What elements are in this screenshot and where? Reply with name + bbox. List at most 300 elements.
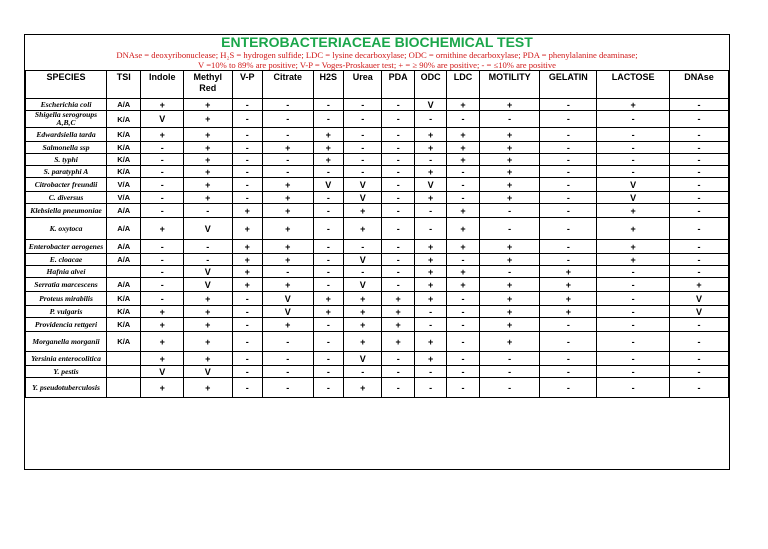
result-cell: -	[670, 128, 729, 142]
result-cell: -	[262, 352, 313, 366]
result-cell: +	[414, 278, 446, 292]
column-header: Indole	[141, 71, 184, 99]
result-cell: +	[597, 254, 670, 266]
result-cell	[107, 266, 141, 278]
species-cell: Escherichia coli	[26, 99, 107, 111]
result-cell: -	[382, 142, 414, 154]
result-cell: +	[344, 292, 382, 306]
legend-line-1: DNAse = deoxyribonuclease; H₂S = hydrogen sulfide; LDC = lysine decarboxylase; ODC = ornithine decarboxylase; PDA = phenylalanine deaminase;	[116, 50, 638, 60]
result-cell: +	[313, 128, 343, 142]
result-cell: -	[313, 111, 343, 128]
species-cell: Y. pseudotuberculosis	[26, 378, 107, 398]
column-header: V-P	[232, 71, 262, 99]
result-cell: A/A	[107, 99, 141, 111]
result-cell: -	[414, 218, 446, 240]
result-cell: -	[313, 278, 343, 292]
legend-line-2: V =10% to 89% are positive; V-P = Voges-Proskauer test; + = ≥ 90% are positive; - = ≤10% are positive	[198, 60, 556, 70]
result-cell: +	[262, 192, 313, 204]
result-cell: +	[344, 318, 382, 332]
result-cell: -	[670, 178, 729, 192]
result-cell: +	[479, 278, 540, 292]
result-cell: -	[414, 366, 446, 378]
result-cell: +	[479, 128, 540, 142]
result-cell: -	[313, 378, 343, 398]
result-cell: -	[597, 111, 670, 128]
result-cell: -	[670, 111, 729, 128]
result-cell: -	[670, 254, 729, 266]
result-cell: -	[313, 352, 343, 366]
result-cell: +	[141, 99, 184, 111]
result-cell: +	[262, 318, 313, 332]
result-cell: -	[670, 240, 729, 254]
result-cell: +	[184, 192, 233, 204]
result-cell: +	[447, 154, 479, 166]
result-cell: -	[540, 332, 597, 352]
result-cell: -	[447, 166, 479, 178]
result-cell: +	[447, 266, 479, 278]
result-cell: V	[344, 192, 382, 204]
species-cell: Providencia rettgeri	[26, 318, 107, 332]
result-cell: +	[313, 154, 343, 166]
table-row	[26, 218, 729, 240]
result-cell: -	[540, 240, 597, 254]
result-cell: -	[597, 378, 670, 398]
result-cell: +	[262, 254, 313, 266]
result-cell: -	[479, 204, 540, 218]
result-cell: +	[232, 266, 262, 278]
result-cell: -	[313, 204, 343, 218]
result-cell: +	[414, 128, 446, 142]
result-cell: -	[313, 332, 343, 352]
species-cell: Serratia marcescens	[26, 278, 107, 292]
result-cell: -	[670, 266, 729, 278]
table-row	[26, 254, 729, 266]
result-cell: +	[382, 306, 414, 318]
result-cell: -	[597, 142, 670, 154]
result-cell: +	[344, 218, 382, 240]
result-cell: -	[232, 306, 262, 318]
result-cell: -	[540, 166, 597, 178]
result-cell: +	[344, 306, 382, 318]
result-cell: V	[344, 254, 382, 266]
result-cell: +	[479, 178, 540, 192]
result-cell: +	[184, 306, 233, 318]
result-cell: -	[540, 99, 597, 111]
table-row	[26, 166, 729, 178]
result-cell: -	[597, 352, 670, 366]
result-cell: -	[447, 178, 479, 192]
result-cell: +	[382, 318, 414, 332]
result-cell: -	[382, 154, 414, 166]
result-cell: +	[479, 254, 540, 266]
species-cell: Enterobacter aerogenes	[26, 240, 107, 254]
result-cell: -	[313, 166, 343, 178]
result-cell: -	[597, 266, 670, 278]
result-cell: -	[232, 192, 262, 204]
result-cell: -	[447, 318, 479, 332]
result-cell: -	[597, 278, 670, 292]
result-cell: -	[382, 166, 414, 178]
result-cell: V	[414, 178, 446, 192]
result-cell: -	[184, 240, 233, 254]
result-cell: +	[670, 278, 729, 292]
result-cell: +	[540, 292, 597, 306]
result-cell: +	[184, 378, 233, 398]
result-cell: +	[414, 240, 446, 254]
result-cell: -	[540, 192, 597, 204]
result-cell: -	[670, 154, 729, 166]
table-row	[26, 378, 729, 398]
table-row	[26, 111, 729, 128]
result-cell: +	[479, 154, 540, 166]
result-cell: -	[382, 99, 414, 111]
result-cell: -	[382, 128, 414, 142]
result-cell: V	[184, 366, 233, 378]
result-cell: -	[540, 178, 597, 192]
result-cell: +	[447, 204, 479, 218]
result-cell: -	[141, 154, 184, 166]
result-cell: +	[414, 332, 446, 352]
result-cell: -	[447, 366, 479, 378]
result-cell: +	[262, 142, 313, 154]
result-cell: -	[141, 278, 184, 292]
result-cell: -	[141, 192, 184, 204]
result-cell: -	[479, 111, 540, 128]
result-cell: -	[344, 128, 382, 142]
result-cell: V	[344, 352, 382, 366]
table-row	[26, 128, 729, 142]
result-cell: -	[262, 332, 313, 352]
result-cell: V	[344, 278, 382, 292]
result-cell: -	[141, 166, 184, 178]
result-cell: -	[447, 292, 479, 306]
result-cell: -	[344, 111, 382, 128]
result-cell: +	[262, 204, 313, 218]
result-cell: -	[382, 254, 414, 266]
result-cell: -	[447, 192, 479, 204]
result-cell: +	[232, 218, 262, 240]
result-cell: -	[382, 240, 414, 254]
result-cell: +	[184, 292, 233, 306]
result-cell: -	[262, 154, 313, 166]
result-cell: V	[414, 99, 446, 111]
result-cell: -	[313, 254, 343, 266]
column-header: LACTOSE	[597, 71, 670, 99]
result-cell: -	[414, 378, 446, 398]
result-cell: +	[141, 352, 184, 366]
column-header: Urea	[344, 71, 382, 99]
result-cell: +	[479, 99, 540, 111]
column-header: MOTILITY	[479, 71, 540, 99]
result-cell: -	[597, 292, 670, 306]
result-cell: +	[184, 111, 233, 128]
column-header: LDC	[447, 71, 479, 99]
result-cell: -	[540, 218, 597, 240]
column-header: Methyl Red	[184, 71, 233, 99]
result-cell: +	[597, 218, 670, 240]
result-cell: +	[414, 192, 446, 204]
result-cell: -	[232, 166, 262, 178]
result-cell: +	[447, 278, 479, 292]
result-cell: -	[447, 254, 479, 266]
result-cell: -	[313, 266, 343, 278]
table-row	[26, 192, 729, 204]
result-cell: V	[344, 178, 382, 192]
result-cell: -	[232, 99, 262, 111]
result-cell: -	[540, 111, 597, 128]
result-cell: -	[479, 378, 540, 398]
table-row	[26, 240, 729, 254]
table-row	[26, 154, 729, 166]
result-cell: +	[141, 332, 184, 352]
result-cell: A/A	[107, 218, 141, 240]
species-cell: Yersinia enterocolitica	[26, 352, 107, 366]
result-cell: -	[414, 154, 446, 166]
result-cell: -	[262, 366, 313, 378]
result-cell: -	[262, 128, 313, 142]
result-cell: K/A	[107, 154, 141, 166]
result-cell: -	[262, 111, 313, 128]
result-cell: -	[414, 306, 446, 318]
result-cell: -	[344, 99, 382, 111]
result-cell: A/A	[107, 204, 141, 218]
result-cell: -	[141, 292, 184, 306]
result-cell: -	[141, 254, 184, 266]
result-cell: -	[670, 352, 729, 366]
result-cell: +	[479, 240, 540, 254]
result-cell: -	[670, 99, 729, 111]
result-cell: -	[313, 240, 343, 254]
result-cell: -	[670, 204, 729, 218]
result-cell: +	[184, 154, 233, 166]
column-header: DNAse	[670, 71, 729, 99]
result-cell: +	[382, 332, 414, 352]
result-cell: +	[262, 278, 313, 292]
result-cell: +	[141, 378, 184, 398]
result-cell: -	[670, 192, 729, 204]
result-cell: +	[597, 99, 670, 111]
result-cell: -	[670, 318, 729, 332]
species-cell: Hafnia alvei	[26, 266, 107, 278]
result-cell: +	[479, 166, 540, 178]
result-cell: -	[232, 378, 262, 398]
result-cell: V	[184, 218, 233, 240]
result-cell	[107, 366, 141, 378]
result-cell: -	[670, 166, 729, 178]
result-cell: -	[447, 352, 479, 366]
result-cell: +	[540, 266, 597, 278]
result-cell: +	[414, 266, 446, 278]
result-cell: +	[232, 204, 262, 218]
result-cell: -	[232, 318, 262, 332]
result-cell: -	[670, 218, 729, 240]
result-cell: A/A	[107, 240, 141, 254]
result-cell: +	[540, 306, 597, 318]
result-cell: K/A	[107, 111, 141, 128]
result-cell: +	[479, 192, 540, 204]
result-cell: -	[313, 192, 343, 204]
result-cell: V	[670, 292, 729, 306]
result-cell: -	[232, 128, 262, 142]
species-cell: Citrobacter freundii	[26, 178, 107, 192]
table-row	[26, 366, 729, 378]
result-cell: V	[184, 266, 233, 278]
table-row	[26, 99, 729, 111]
result-cell: -	[313, 99, 343, 111]
table-row	[26, 332, 729, 352]
result-cell: -	[382, 378, 414, 398]
species-cell: Proteus mirabilis	[26, 292, 107, 306]
result-cell: +	[184, 318, 233, 332]
result-cell: -	[382, 111, 414, 128]
result-cell: K/A	[107, 306, 141, 318]
table-body	[26, 99, 729, 398]
result-cell: +	[184, 142, 233, 154]
table-row	[26, 292, 729, 306]
result-cell: +	[184, 128, 233, 142]
header-row	[26, 71, 729, 99]
result-cell: -	[344, 266, 382, 278]
table-row	[26, 278, 729, 292]
result-cell: -	[479, 352, 540, 366]
result-cell: +	[141, 218, 184, 240]
result-cell: +	[414, 292, 446, 306]
result-cell: -	[313, 318, 343, 332]
result-cell	[107, 352, 141, 366]
result-cell: +	[414, 254, 446, 266]
result-cell: +	[141, 306, 184, 318]
column-header: SPECIES	[26, 71, 107, 99]
result-cell: -	[382, 218, 414, 240]
result-cell: -	[232, 332, 262, 352]
result-cell: -	[382, 204, 414, 218]
table-row	[26, 352, 729, 366]
result-cell: -	[479, 266, 540, 278]
result-cell: -	[382, 352, 414, 366]
result-cell: +	[184, 166, 233, 178]
result-cell: +	[447, 128, 479, 142]
result-cell: +	[344, 378, 382, 398]
result-cell: -	[232, 154, 262, 166]
result-cell: -	[597, 166, 670, 178]
result-cell: V	[141, 366, 184, 378]
result-cell: V	[597, 178, 670, 192]
result-cell: -	[344, 366, 382, 378]
species-cell: Edwardsiella tarda	[26, 128, 107, 142]
result-cell: -	[382, 366, 414, 378]
species-cell: K. oxytoca	[26, 218, 107, 240]
result-cell: -	[141, 240, 184, 254]
result-cell: V/A	[107, 192, 141, 204]
result-cell: +	[382, 292, 414, 306]
result-cell: -	[232, 178, 262, 192]
result-cell: +	[184, 352, 233, 366]
result-cell: +	[414, 166, 446, 178]
result-cell: -	[382, 178, 414, 192]
result-cell: -	[382, 266, 414, 278]
result-cell: -	[540, 154, 597, 166]
table-row	[26, 318, 729, 332]
result-cell: -	[447, 111, 479, 128]
species-cell: C. diversus	[26, 192, 107, 204]
result-cell: K/A	[107, 166, 141, 178]
result-cell: -	[232, 111, 262, 128]
result-cell: -	[540, 204, 597, 218]
result-cell: +	[184, 332, 233, 352]
result-cell: +	[479, 318, 540, 332]
result-cell: V	[262, 306, 313, 318]
result-cell: V	[141, 111, 184, 128]
result-cell: -	[597, 318, 670, 332]
species-cell: Klebsiella pneumoniae	[26, 204, 107, 218]
result-cell: -	[597, 332, 670, 352]
result-cell: -	[670, 332, 729, 352]
result-cell: V	[313, 178, 343, 192]
result-cell: -	[344, 142, 382, 154]
result-cell: V	[597, 192, 670, 204]
result-cell: +	[232, 254, 262, 266]
result-cell: +	[447, 240, 479, 254]
result-cell: A/A	[107, 278, 141, 292]
column-header: TSI	[107, 71, 141, 99]
result-cell: K/A	[107, 142, 141, 154]
result-cell: -	[540, 378, 597, 398]
result-cell: -	[540, 142, 597, 154]
result-cell: -	[414, 204, 446, 218]
result-cell: +	[262, 218, 313, 240]
result-cell: -	[344, 240, 382, 254]
result-cell: +	[313, 142, 343, 154]
result-cell: -	[232, 142, 262, 154]
species-cell: Salmonella ssp	[26, 142, 107, 154]
result-cell	[107, 378, 141, 398]
result-cell: -	[479, 218, 540, 240]
result-cell: +	[479, 332, 540, 352]
result-cell: -	[540, 128, 597, 142]
result-cell: -	[414, 111, 446, 128]
result-cell: -	[232, 366, 262, 378]
species-cell: S. typhi	[26, 154, 107, 166]
column-header: H2S	[313, 71, 343, 99]
result-cell: +	[232, 278, 262, 292]
result-cell: +	[447, 142, 479, 154]
column-header: GELATIN	[540, 71, 597, 99]
result-cell: -	[232, 292, 262, 306]
result-cell: -	[262, 378, 313, 398]
result-cell: -	[313, 366, 343, 378]
result-cell: -	[382, 192, 414, 204]
result-cell: -	[184, 204, 233, 218]
result-cell: +	[184, 178, 233, 192]
result-cell: -	[141, 178, 184, 192]
result-cell: -	[382, 278, 414, 292]
result-cell: -	[670, 378, 729, 398]
result-cell: -	[141, 204, 184, 218]
result-cell: -	[540, 318, 597, 332]
result-cell: +	[447, 218, 479, 240]
result-cell: -	[670, 366, 729, 378]
result-cell: -	[479, 366, 540, 378]
result-cell: +	[414, 352, 446, 366]
biochemical-test-table	[25, 70, 729, 398]
result-cell: -	[447, 306, 479, 318]
result-cell: +	[447, 99, 479, 111]
species-cell: Shigella serogroups A,B,C	[26, 111, 107, 128]
result-cell: K/A	[107, 128, 141, 142]
table-row	[26, 142, 729, 154]
column-header: ODC	[414, 71, 446, 99]
result-cell: -	[540, 254, 597, 266]
